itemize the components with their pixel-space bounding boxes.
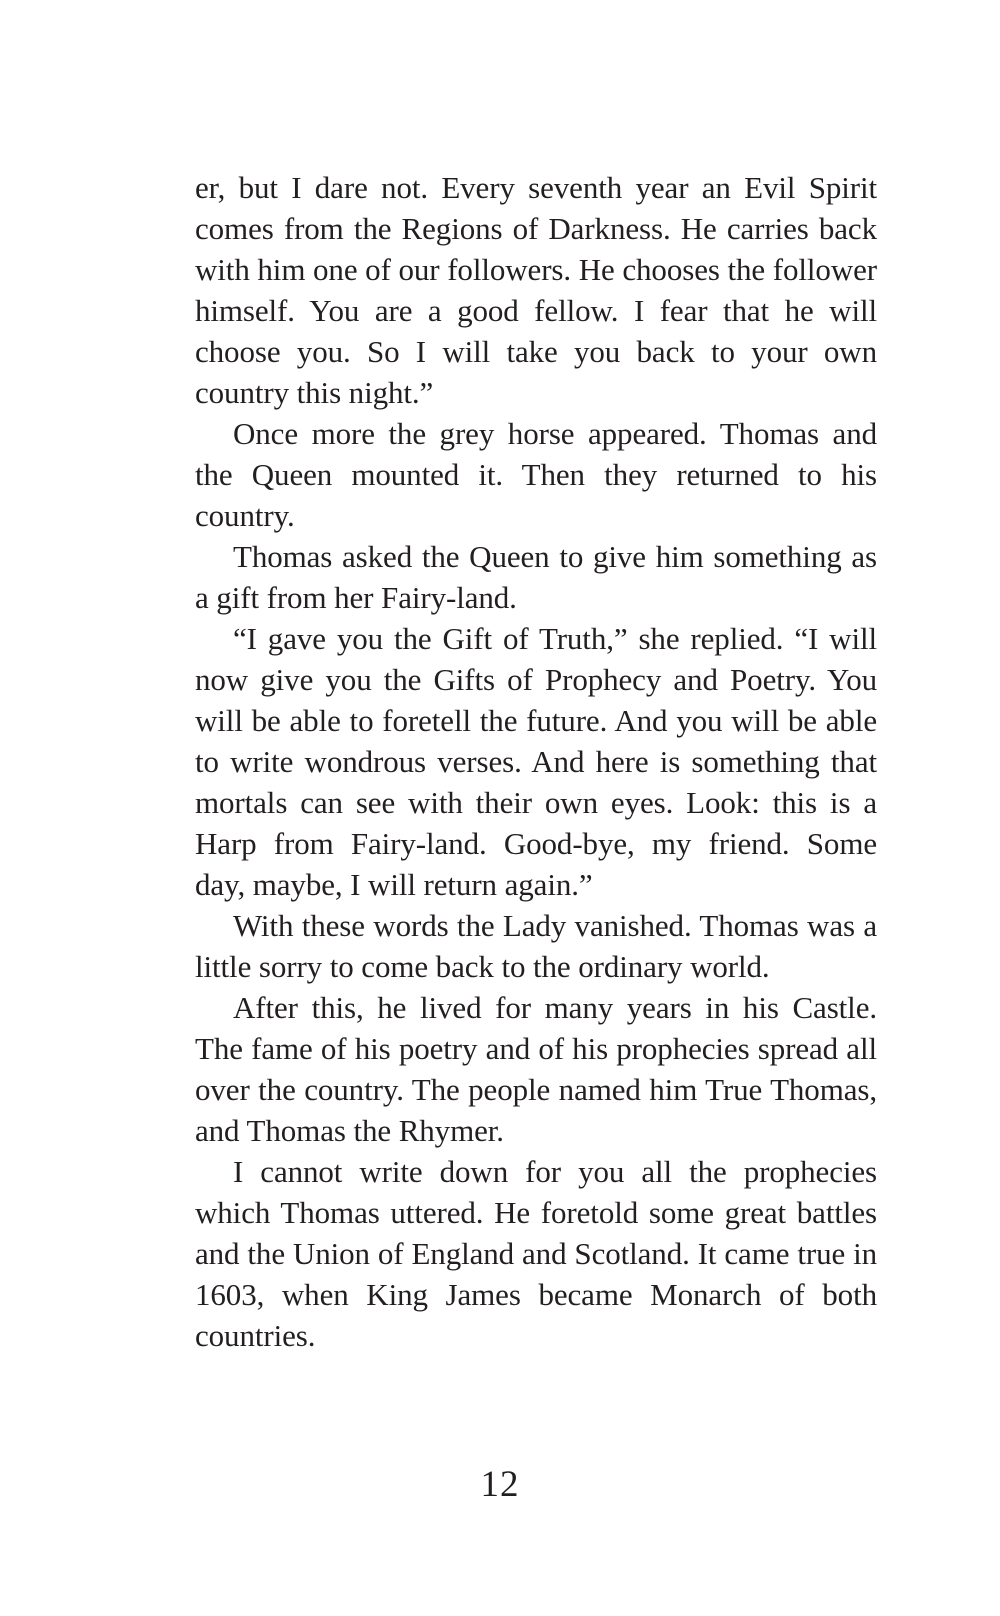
paragraph-queen-reply: “I gave you the Gift of Truth,” she replied. “I will now give you the Gifts of Prophecy and Poetry. You will be able to foretell the future. And you will be able to write wondrous verses. And here is something that mortals can see with their own eyes. Look: this is a Harp from Fairy-land. Good-bye, my friend. Some day, maybe, I will return again.” (195, 621, 877, 902)
paragraph-castle-years: After this, he lived for many years in his Castle. The fame of his poetry and of his prophecies spread all over the country. The people named him True Thomas, and Thomas the Rhymer. (195, 990, 877, 1148)
paragraph-prophecies: I cannot write down for you all the prophecies which Thomas uttered. He foretold some great battles and the Union of England and Scotland. It came true in 1603, when King James became Monarch of both countries. (195, 1154, 877, 1353)
body-text (195, 167, 877, 1356)
paragraph-grey-horse: Once more the grey horse appeared. Thomas and the Queen mounted it. Then they returned to his country. (195, 416, 877, 533)
paragraph-continued: er, but I dare not. Every seventh year an Evil Spirit comes from the Regions of Darkness. He carries back with him one of our followers. He chooses the follower himself. You are a good fellow. I fear that he will choose you. So I will take you back to your own country this night.” (195, 170, 877, 410)
page-number: 12 (480, 1464, 520, 1505)
paragraph-lady-vanished: With these words the Lady vanished. Thomas was a little sorry to come back to the ordinary world. (195, 908, 877, 984)
paragraph-gift-request: Thomas asked the Queen to give him something as a gift from her Fairy-land. (195, 539, 877, 615)
